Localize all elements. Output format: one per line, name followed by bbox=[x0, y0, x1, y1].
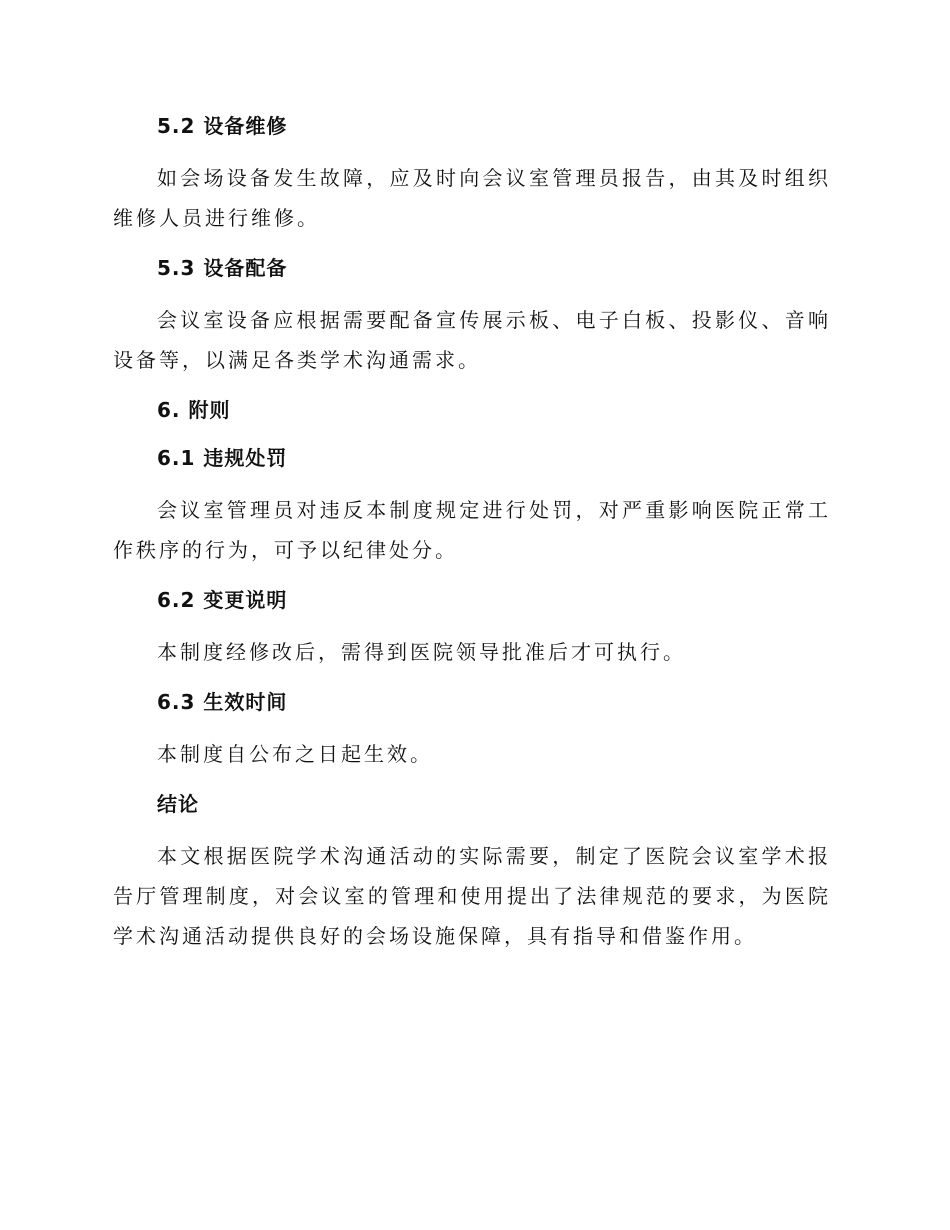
section-body-5-3: 会议室设备应根据需要配备宣传展示板、电子白板、投影仪、音响设备等，以满足各类学术沟通需求。 bbox=[113, 308, 831, 372]
section-body-6-1: 会议室管理员对违反本制度规定进行处罚，对严重影响医院正常工作秩序的行为，可予以纪律处分。 bbox=[113, 498, 831, 562]
section-heading-6-2: 6.2 变更说明 bbox=[157, 588, 288, 612]
conclusion-heading: 结论 bbox=[157, 792, 199, 816]
document-body bbox=[113, 110, 831, 970]
section-heading-6-1: 6.1 违规处罚 bbox=[157, 446, 288, 470]
section-heading-5-3: 5.3 设备配备 bbox=[157, 256, 288, 280]
section-body-5-2: 如会场设备发生故障，应及时向会议室管理员报告，由其及时组织维修人员进行维修。 bbox=[113, 166, 831, 230]
section-heading-5-2: 5.2 设备维修 bbox=[157, 114, 288, 138]
section-body-6-3: 本制度自公布之日起生效。 bbox=[157, 742, 433, 766]
section-heading-6: 6. 附则 bbox=[157, 398, 231, 422]
conclusion-body: 本文根据医院学术沟通活动的实际需要，制定了医院会议室学术报告厅管理制度，对会议室的管理和使用提出了法律规范的要求，为医院学术沟通活动提供良好的会场设施保障，具有指导和借鉴作用。 bbox=[113, 844, 831, 948]
section-heading-6-3: 6.3 生效时间 bbox=[157, 690, 288, 714]
section-body-6-2: 本制度经修改后，需得到医院领导批准后才可执行。 bbox=[157, 640, 686, 664]
